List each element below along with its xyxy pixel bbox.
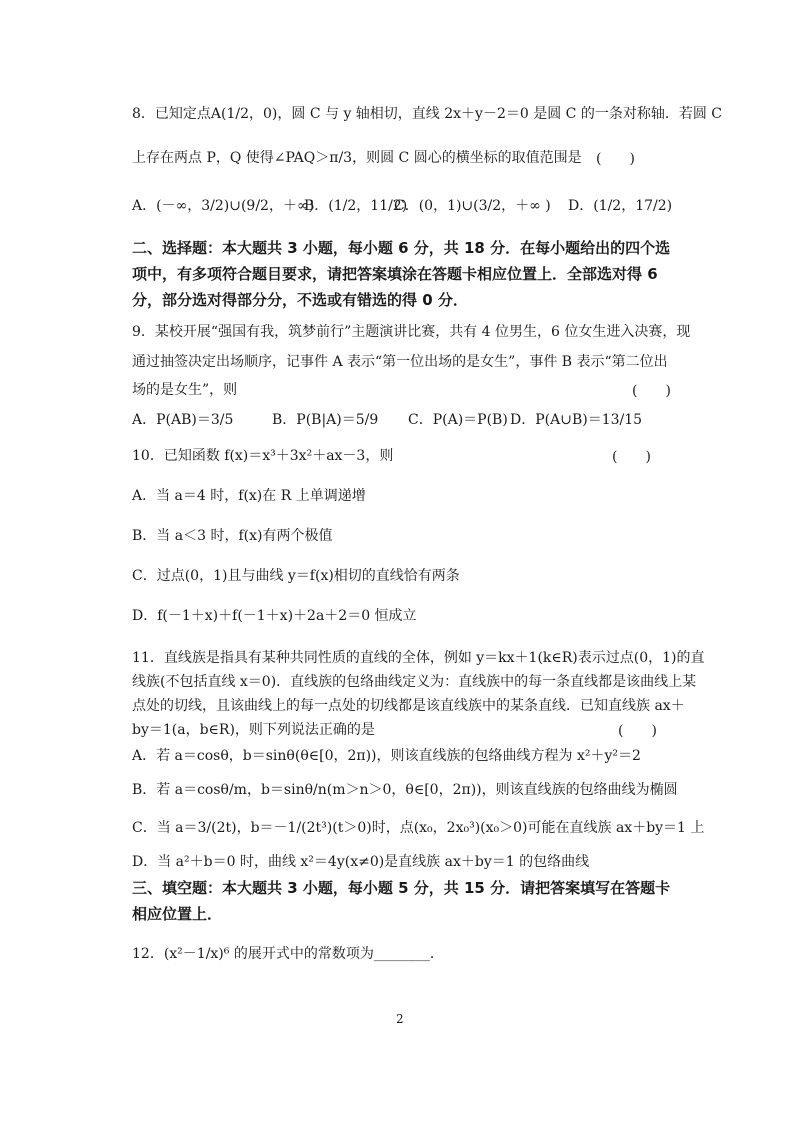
q8-answer-paren: ( ): [596, 151, 635, 167]
q8-options: [132, 196, 692, 216]
q9-line-2: 通过抽签决定出场顺序，记事件 A 表示“第一位出场的是女生”，事件 B 表示“第二位出: [132, 354, 668, 370]
q11-option-b: B．若 a＝cosθ/m，b＝sinθ/n(m＞n＞0，θ∈[0，2π))，则该直线族的包络曲线为椭圆: [132, 782, 678, 798]
q11-answer-paren: ( ): [618, 723, 657, 739]
q9-options: [132, 410, 692, 430]
q11-option-a: A．若 a＝cosθ，b＝sinθ(θ∈[0，2π))，则该直线族的包络曲线方程为 x²＋y²＝2: [132, 748, 641, 764]
q12-question: 12．(x²－1/x)⁶ 的展开式中的常数项为________．: [132, 946, 444, 962]
q11-line-4: by＝1(a，b∈R)，则下列说法正确的是: [132, 722, 375, 738]
q10-option-c: C．过点(0，1)且与曲线 y＝f(x)相切的直线恰有两条: [132, 568, 460, 584]
q8-line-2: 上存在两点 P，Q 使得∠PAQ＞π/3，则圆 C 圆心的横坐标的取值范围是: [132, 150, 582, 166]
q11-line-1: 11．直线族是指具有某种共同性质的直线的全体，例如 y＝kx＋1(k∈R)表示过点(0，1)的直: [132, 650, 705, 666]
q8-line-1: 8．已知定点A(1/2，0)，圆 C 与 y 轴相切，直线 2x＋y－2＝0 是圆 C 的一条对称轴．若圆 C: [132, 106, 723, 122]
q10-answer-paren: ( ): [612, 449, 651, 465]
section-2-line-1: 二、选择题：本大题共 3 小题，每小题 6 分，共 18 分．在每小题给出的四个选: [132, 239, 671, 257]
q11-option-d: D．当 a²＋b＝0 时，曲线 x²＝4y(x≠0)是直线族 ax＋by＝1 的包络曲线: [132, 854, 590, 870]
q9-line-1: 9．某校开展“强国有我，筑梦前行”主题演讲比赛，共有 4 位男生，6 位女生进入决赛，现: [132, 324, 691, 340]
q10-option-a: A．当 a＝4 时，f(x)在 R 上单调递增: [132, 488, 366, 504]
section-2-line-2: 项中，有多项符合题目要求，请把答案填涂在答题卡相应位置上．全部选对得 6: [132, 265, 658, 283]
section-2-line-3: 分，部分选对得部分分，不选或有错选的得 0 分．: [132, 291, 468, 309]
q11-line-3: 点处的切线，且该曲线上的每一点处的切线都是该直线族中的某条直线．已知直线族 ax＋: [132, 698, 685, 714]
section-3-line-2: 相应位置上．: [132, 905, 223, 923]
q8-option-b: B．(1/2，11/2): [304, 198, 408, 214]
q9-option-d: D．P(A∪B)＝13/15: [510, 412, 643, 428]
q9-option-c: C．P(A)＝P(B): [408, 412, 508, 428]
q8-option-c: C．(0，1)∪(3/2，＋∞ ): [394, 198, 551, 214]
q11-option-c: C．当 a＝3/(2t)，b＝－1/(2t³)(t＞0)时，点(x₀，2x₀³)(x₀＞0)可能在直线族 ax＋by＝1 上: [132, 820, 705, 836]
section-3-line-1: 三、填空题：本大题共 3 小题，每小题 5 分，共 15 分．请把答案填写在答题卡: [132, 879, 671, 897]
q9-answer-paren: ( ): [632, 383, 671, 399]
q8-option-d: D．(1/2，17/2): [568, 198, 673, 214]
q9-option-b: B．P(B|A)＝5/9: [272, 412, 379, 428]
q11-line-2: 线族(不包括直线 x＝0)．直线族的包络曲线定义为：直线族中的每一条直线都是该曲线上某: [132, 674, 697, 690]
q10-stem: 10．已知函数 f(x)＝x³＋3x²＋ax－3，则: [132, 448, 394, 464]
q9-line-3: 场的是女生”，则: [132, 382, 238, 398]
q9-option-a: A．P(AB)＝3/5: [132, 412, 234, 428]
q10-option-d: D．f(－1＋x)＋f(－1＋x)＋2a＋2＝0 恒成立: [132, 608, 417, 624]
page-number: 2: [396, 1012, 404, 1026]
q8-option-a: A．(－∞，3/2)∪(9/2，＋∞): [132, 198, 315, 214]
q10-option-b: B．当 a＜3 时，f(x)有两个极值: [132, 528, 333, 544]
